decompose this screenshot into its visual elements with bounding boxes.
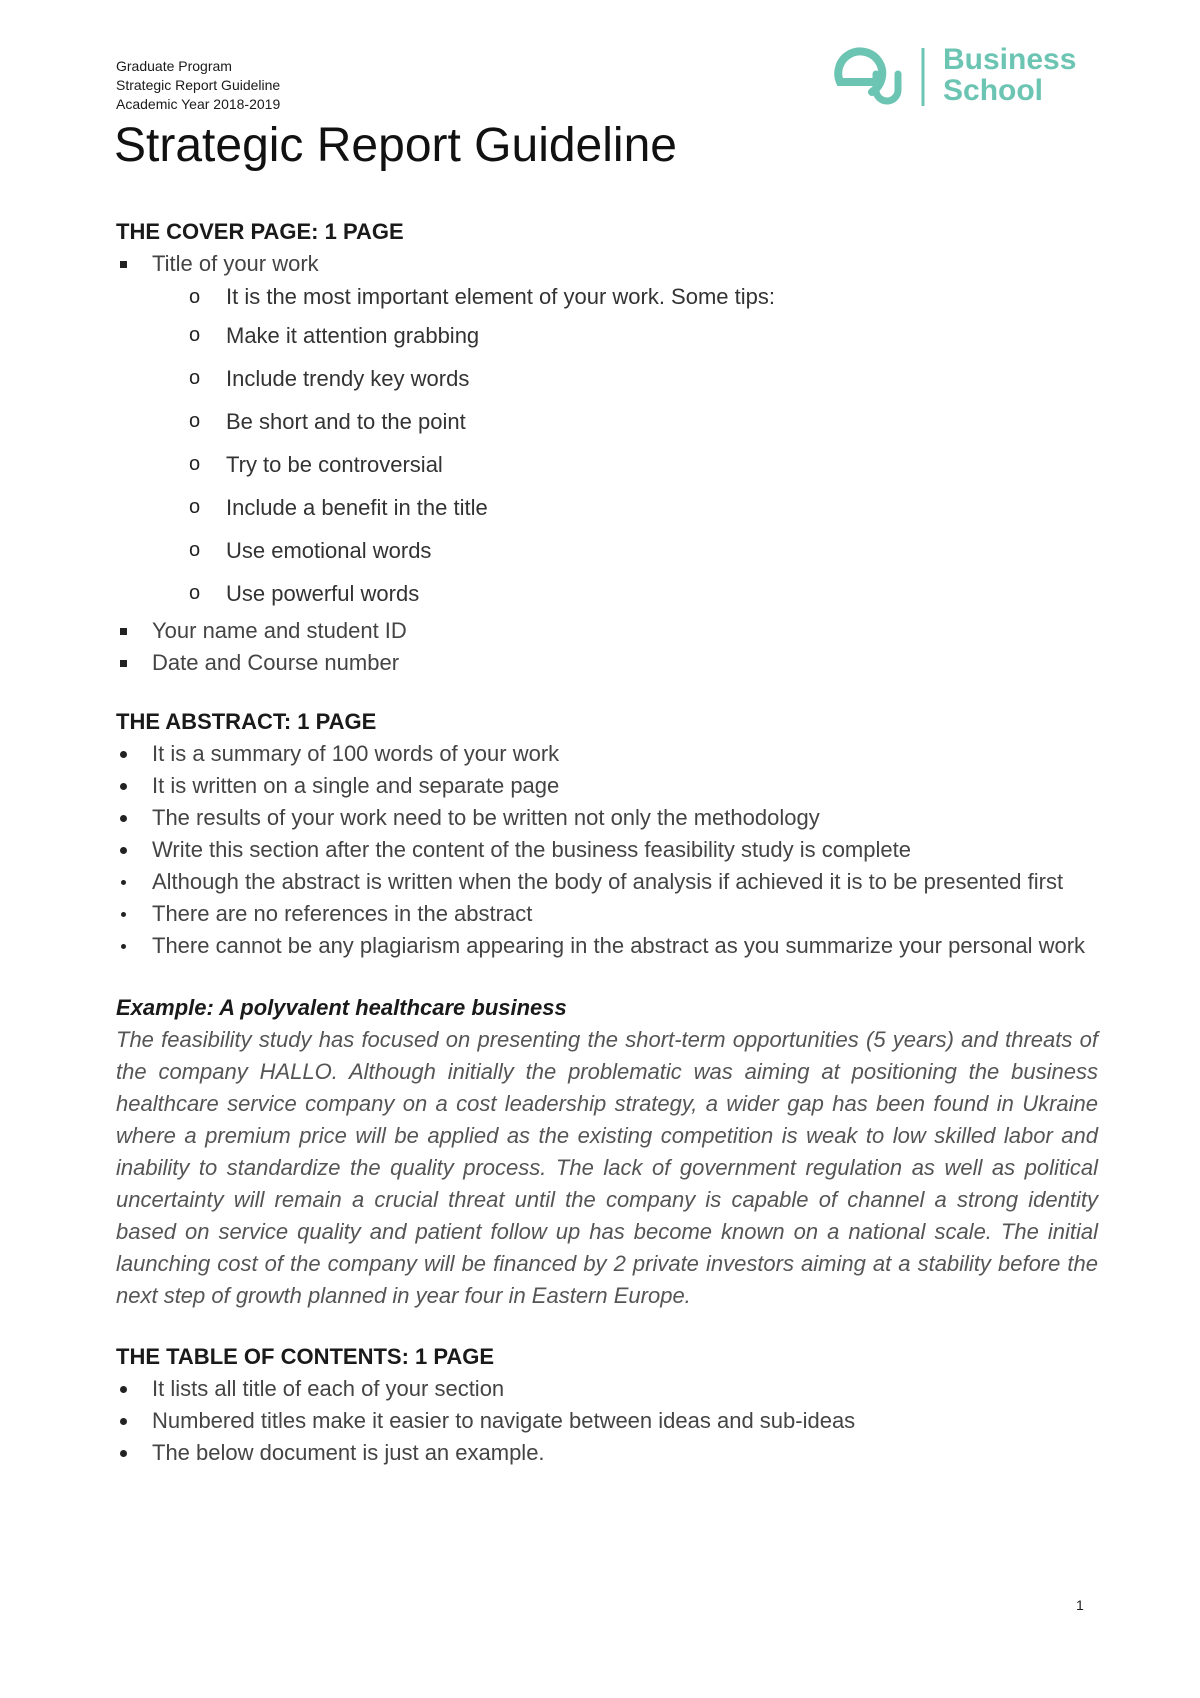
logo-line-business: Business xyxy=(943,43,1077,76)
header-program: Graduate Program xyxy=(116,58,232,74)
list-item: o It is the most important element of your work. Some tips: xyxy=(116,280,1098,314)
list-item: There cannot be any plagiarism appearing in the abstract as you summarize your personal work xyxy=(116,930,1098,962)
list-item: o Use powerful words xyxy=(116,572,1098,615)
toc-heading: THE TABLE OF CONTENTS: 1 PAGE xyxy=(116,1344,495,1369)
list-item: The results of your work need to be written not only the methodology xyxy=(116,802,1098,834)
list-item: Although the abstract is written when the body of analysis if achieved it is to be presented first xyxy=(116,866,1098,898)
list-item: The below document is just an example. xyxy=(116,1437,1098,1469)
list-item: o Make it attention grabbing xyxy=(116,314,1098,357)
list-item: o Include a benefit in the title xyxy=(116,486,1098,529)
page-number: 1 xyxy=(1076,1597,1084,1613)
abstract-heading: THE ABSTRACT: 1 PAGE xyxy=(116,709,377,734)
toc-list xyxy=(116,1373,1098,1469)
list-item: It is a summary of 100 words of your work xyxy=(116,738,1098,770)
cover-page-list xyxy=(116,248,1098,679)
list-item: There are no references in the abstract xyxy=(116,898,1098,930)
example-heading: Example: A polyvalent healthcare business xyxy=(116,995,567,1020)
header-academic-year: Academic Year 2018-2019 xyxy=(116,96,281,112)
list-item: Date and Course number xyxy=(116,647,1098,679)
eu-business-school-logo xyxy=(834,44,1094,110)
list-item: o Include trendy key words xyxy=(116,357,1098,400)
list-item: Numbered titles make it easier to navigate between ideas and sub-ideas xyxy=(116,1405,1098,1437)
spacer xyxy=(116,679,1098,706)
list-item: o Try to be controversial xyxy=(116,443,1098,486)
list-item: Write this section after the content of the business feasibility study is complete xyxy=(116,834,1098,866)
list-item: o Be short and to the point xyxy=(116,400,1098,443)
list-item: o Use emotional words xyxy=(116,529,1098,572)
document-title: Strategic Report Guideline xyxy=(114,119,677,172)
spacer xyxy=(116,962,1098,992)
spacer xyxy=(116,1312,1098,1341)
logo-wordmark xyxy=(943,44,1076,106)
eu-monogram-icon xyxy=(834,44,934,110)
list-item: It is written on a single and separate page xyxy=(116,770,1098,802)
document-body xyxy=(116,216,1098,1469)
list-item: Your name and student ID xyxy=(116,615,1098,647)
cover-page-heading: THE COVER PAGE: 1 PAGE xyxy=(116,219,404,244)
header-meta xyxy=(116,57,280,114)
abstract-list xyxy=(116,738,1098,962)
list-item: It lists all title of each of your section xyxy=(116,1373,1098,1405)
example-body: The feasibility study has focused on presenting the short-term opportunities (5 years) and threats of the company HALLO. Although initially the problematic was aiming at positioning the business healthcare service company on a cost leadership strategy, a wider gap has been found in Ukraine where a premium price will be applied as the existing competition is weak to low skilled labor and inability to standardize the quality process. The lack of government regulation as well as political uncertainty will remain a crucial threat until the company is capable of channel a strong identity based on service quality and patient follow up has become known on a national scale. The initial launching cost of the company will be financed by 2 private investors aiming at a stability before the next step of growth planned in year four in Eastern Europe. xyxy=(116,1027,1098,1308)
cover-item-title: Title of your work xyxy=(152,251,319,276)
header-guideline: Strategic Report Guideline xyxy=(116,77,281,93)
list-item xyxy=(116,248,1098,615)
title-tips-list xyxy=(152,280,1098,615)
logo-line-school: School xyxy=(943,74,1044,107)
